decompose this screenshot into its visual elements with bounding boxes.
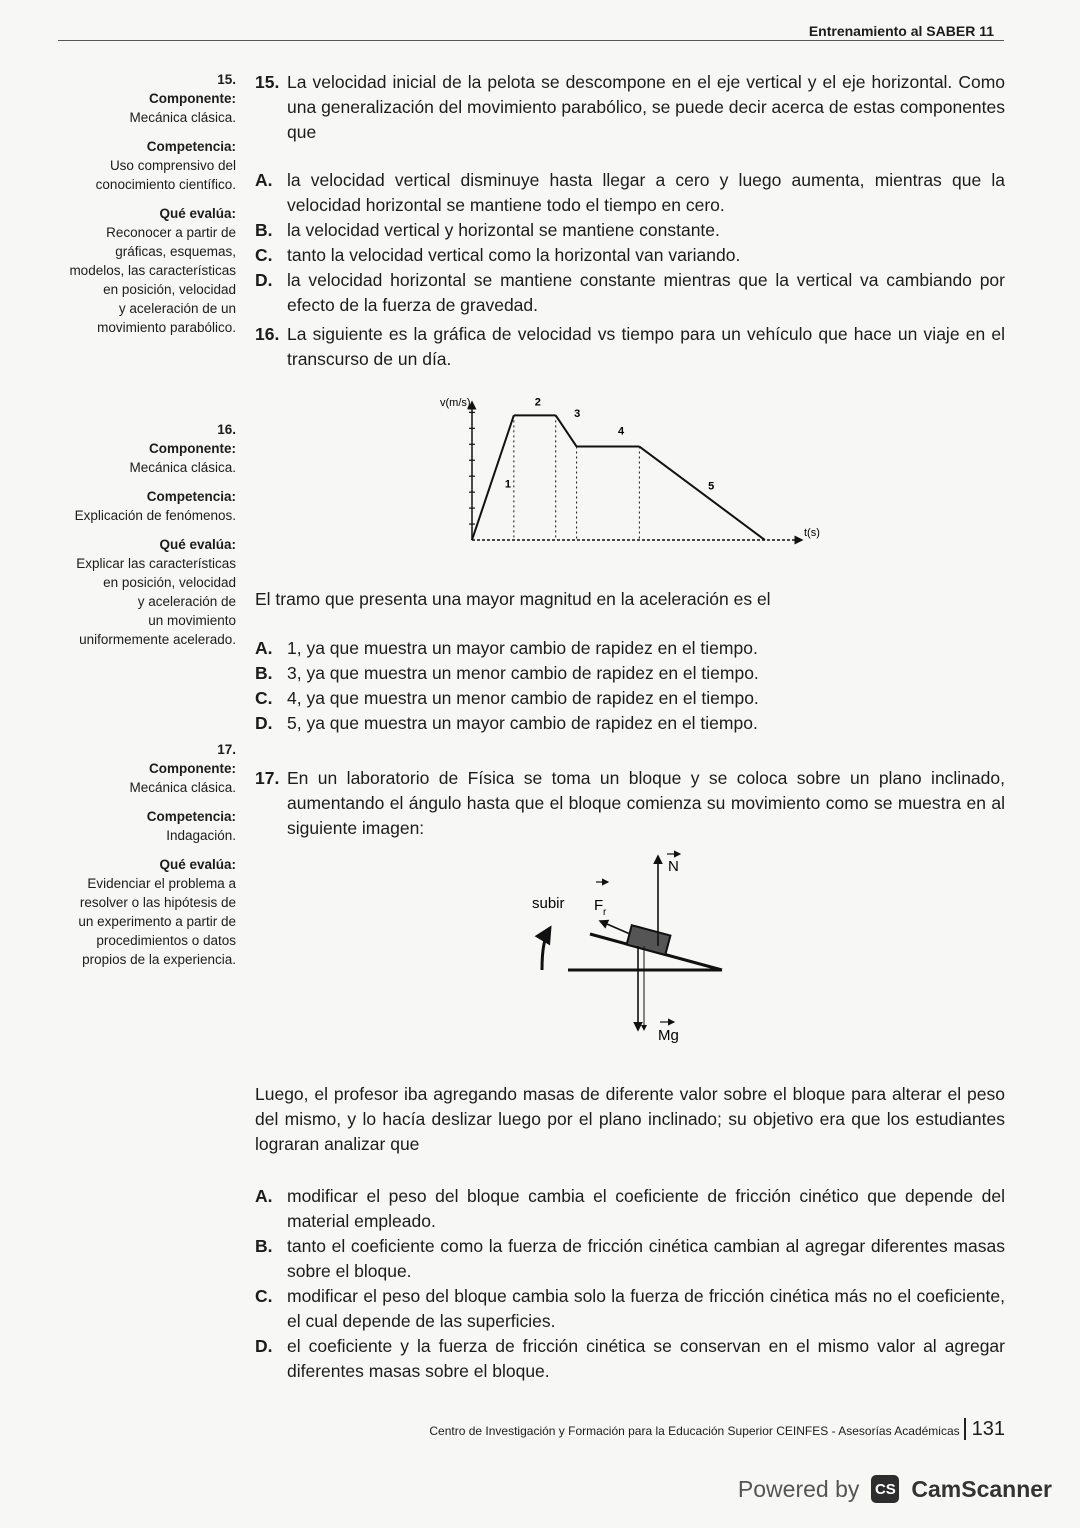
question-number: 17. xyxy=(255,768,280,788)
segment-label: 1 xyxy=(504,478,512,491)
evalua-label: Qué evalúa: xyxy=(159,206,236,221)
option-text: la velocidad horizontal se mantiene constante mientras que la vertical va cambiando por efecto de la fuerza de gravedad. xyxy=(287,270,1005,315)
normal-label: N xyxy=(668,858,679,875)
componente-value: Mecánica clásica. xyxy=(129,780,236,795)
header-title: Entrenamiento al SABER 11 xyxy=(808,23,994,39)
option-letter: D. xyxy=(255,270,273,290)
option-text: tanto la velocidad vertical como la horizontal van variando. xyxy=(287,245,741,265)
segment-label: 3 xyxy=(574,407,581,420)
option-letter: B. xyxy=(255,1236,273,1256)
question-stem: En un laboratorio de Física se toma un bloque y se coloca sobre un plano inclinado, aumentando el ángulo hasta que el bloque comienza su movimiento como se muestra en al siguiente imagen: xyxy=(287,768,1005,838)
question-17-followup: Luego, el profesor iba agregando masas de diferente valor sobre el bloque para alterar el peso del mismo, y lo hacía deslizar luego por el plano inclinado; su objetivo era que los estudiantes lograran analizar que xyxy=(255,1084,1005,1154)
evalua-line: un experimento a partir de xyxy=(78,914,236,929)
evalua-line: movimiento parabólico. xyxy=(97,320,236,335)
evalua-line: en posición, velocidad xyxy=(103,575,236,590)
question-stem: La siguiente es la gráfica de velocidad vs tiempo para un vehículo que hace un viaje en el transcurso de un día. xyxy=(287,324,1005,369)
page-footer xyxy=(429,1418,1005,1441)
option-a[interactable] xyxy=(255,168,1005,218)
option-c[interactable] xyxy=(255,1284,1005,1334)
competencia-label: Competencia: xyxy=(146,809,236,824)
raise-arrow-icon xyxy=(542,928,550,970)
question-17-options xyxy=(255,1184,1005,1384)
evalua-line: un movimiento xyxy=(148,613,236,628)
evalua-label: Qué evalúa: xyxy=(159,857,236,872)
option-letter: C. xyxy=(255,245,273,265)
evalua-line: propios de la experiencia. xyxy=(82,952,236,967)
friction-subscript: r xyxy=(603,907,607,918)
evalua-line: Explicar las características xyxy=(76,556,236,571)
competencia-line: Indagación. xyxy=(166,828,236,843)
segment-1 xyxy=(472,415,514,540)
evalua-label: Qué evalúa: xyxy=(159,537,236,552)
componente-value: Mecánica clásica. xyxy=(129,110,236,125)
option-text: la velocidad vertical disminuye hasta llegar a cero y luego aumenta, mientras que la velocidad horizontal se mantiene todo el tiempo en cero. xyxy=(287,170,1005,215)
block xyxy=(627,925,671,955)
camscanner-name: CamScanner xyxy=(911,1475,1052,1502)
option-letter: D. xyxy=(255,1336,273,1356)
evalua-line: en posición, velocidad xyxy=(103,282,236,297)
question-number: 16. xyxy=(255,324,280,344)
evalua-line: y aceleración de un xyxy=(118,301,236,316)
option-letter: A. xyxy=(255,170,273,190)
question-16-options xyxy=(255,636,1005,736)
componente-label: Componente: xyxy=(149,441,236,456)
option-letter: D. xyxy=(255,713,273,733)
option-text: 1, ya que muestra un mayor cambio de rapidez en el tiempo. xyxy=(287,638,758,658)
option-b[interactable] xyxy=(255,661,1005,686)
powered-by-text: Powered by xyxy=(737,1475,860,1502)
evalua-line: gráficas, esquemas, xyxy=(115,244,236,259)
segment-3 xyxy=(556,415,577,446)
option-b[interactable] xyxy=(255,218,1005,243)
evalua-line: resolver o las hipótesis de xyxy=(79,895,236,910)
option-letter: B. xyxy=(255,220,273,240)
option-text: el coeficiente y la fuerza de fricción cinética se conservan en el mismo valor al agregar diferentes masas sobre el bloque. xyxy=(287,1336,1005,1381)
evalua-line: Reconocer a partir de xyxy=(106,225,236,240)
option-letter: A. xyxy=(255,1186,273,1206)
y-axis-label: v(m/s) xyxy=(440,397,471,409)
option-c[interactable] xyxy=(255,243,1005,268)
option-d[interactable] xyxy=(255,1334,1005,1384)
option-text: 5, ya que muestra un mayor cambio de rapidez en el tiempo. xyxy=(287,713,758,733)
evalua-line: Evidenciar el problema a xyxy=(87,876,236,891)
segment-5 xyxy=(639,447,765,540)
subir-label: subir xyxy=(532,895,565,912)
header-rule xyxy=(58,40,1004,41)
sidebar-number: 17. xyxy=(217,742,236,757)
sidebar-block-15 xyxy=(40,70,236,337)
option-text: modificar el peso del bloque cambia solo la fuerza de fricción cinética más no el coeficiente, el cual depende de las superficies. xyxy=(287,1286,1005,1331)
segment-label: 4 xyxy=(617,425,625,438)
question-stem: La velocidad inicial de la pelota se descompone en el eje vertical y el eje horizontal. Como una generalización del movimiento parabólico, se puede decir acerca de estas componentes que xyxy=(287,72,1005,142)
option-a[interactable] xyxy=(255,1184,1005,1234)
componente-label: Componente: xyxy=(149,91,236,106)
option-a[interactable] xyxy=(255,636,1005,661)
friction-arrow xyxy=(600,921,630,934)
componente-label: Componente: xyxy=(149,761,236,776)
camscanner-logo-icon: CS xyxy=(871,1475,899,1503)
evalua-line: y aceleración de xyxy=(137,594,236,609)
option-text: la velocidad vertical y horizontal se mantiene constante. xyxy=(287,220,720,240)
option-text: modificar el peso del bloque cambia el coeficiente de fricción cinético que depende del material empleado. xyxy=(287,1186,1005,1231)
question-15 xyxy=(255,70,1005,318)
segment-label: 5 xyxy=(708,480,715,493)
option-text: tanto el coeficiente como la fuerza de fricción cinética cambian al agregar diferentes masas sobre el bloque. xyxy=(287,1236,1005,1281)
competencia-label: Competencia: xyxy=(146,139,236,154)
option-letter: C. xyxy=(255,1286,273,1306)
option-text: 3, ya que muestra un menor cambio de rapidez en el tiempo. xyxy=(287,663,759,683)
option-letter: A. xyxy=(255,638,273,658)
option-d[interactable] xyxy=(255,711,1005,736)
footer-text: Centro de Investigación y Formación para la Educación Superior CEINFES - Asesorías Académicas xyxy=(429,1424,960,1438)
competencia-line: Uso comprensivo del xyxy=(109,158,236,173)
option-c[interactable] xyxy=(255,686,1005,711)
option-letter: B. xyxy=(255,663,273,683)
question-16-prompt: El tramo que presenta una mayor magnitud en la aceleración es el xyxy=(255,589,771,609)
componente-value: Mecánica clásica. xyxy=(129,460,236,475)
competencia-line: conocimiento científico. xyxy=(95,177,236,192)
sidebar-number: 16. xyxy=(217,422,236,437)
page-number: 131 xyxy=(964,1418,1005,1440)
x-axis-label: t(s) xyxy=(804,527,820,539)
segment-label: 2 xyxy=(534,396,541,409)
option-text: 4, ya que muestra un menor cambio de rapidez en el tiempo. xyxy=(287,688,759,708)
question-17 xyxy=(255,766,1005,841)
camscanner-watermark xyxy=(722,1466,1052,1512)
evalua-line: uniformemente acelerado. xyxy=(79,632,236,647)
friction-label: F xyxy=(594,897,604,914)
velocity-time-chart xyxy=(420,392,820,552)
sidebar-block-17 xyxy=(40,740,236,969)
evalua-line: modelos, las características xyxy=(69,263,236,278)
competencia-line: Explicación de fenómenos. xyxy=(74,508,236,523)
evalua-line: procedimientos o datos xyxy=(96,933,236,948)
question-16 xyxy=(255,322,1005,372)
weight-label: Mg xyxy=(658,1027,679,1044)
competencia-label: Competencia: xyxy=(146,489,236,504)
option-b[interactable] xyxy=(255,1234,1005,1284)
question-number: 15. xyxy=(255,72,280,92)
incline-diagram xyxy=(520,834,740,1049)
sidebar-number: 15. xyxy=(217,72,236,87)
sidebar-block-16 xyxy=(40,420,236,649)
option-d[interactable] xyxy=(255,268,1005,318)
option-letter: C. xyxy=(255,688,273,708)
